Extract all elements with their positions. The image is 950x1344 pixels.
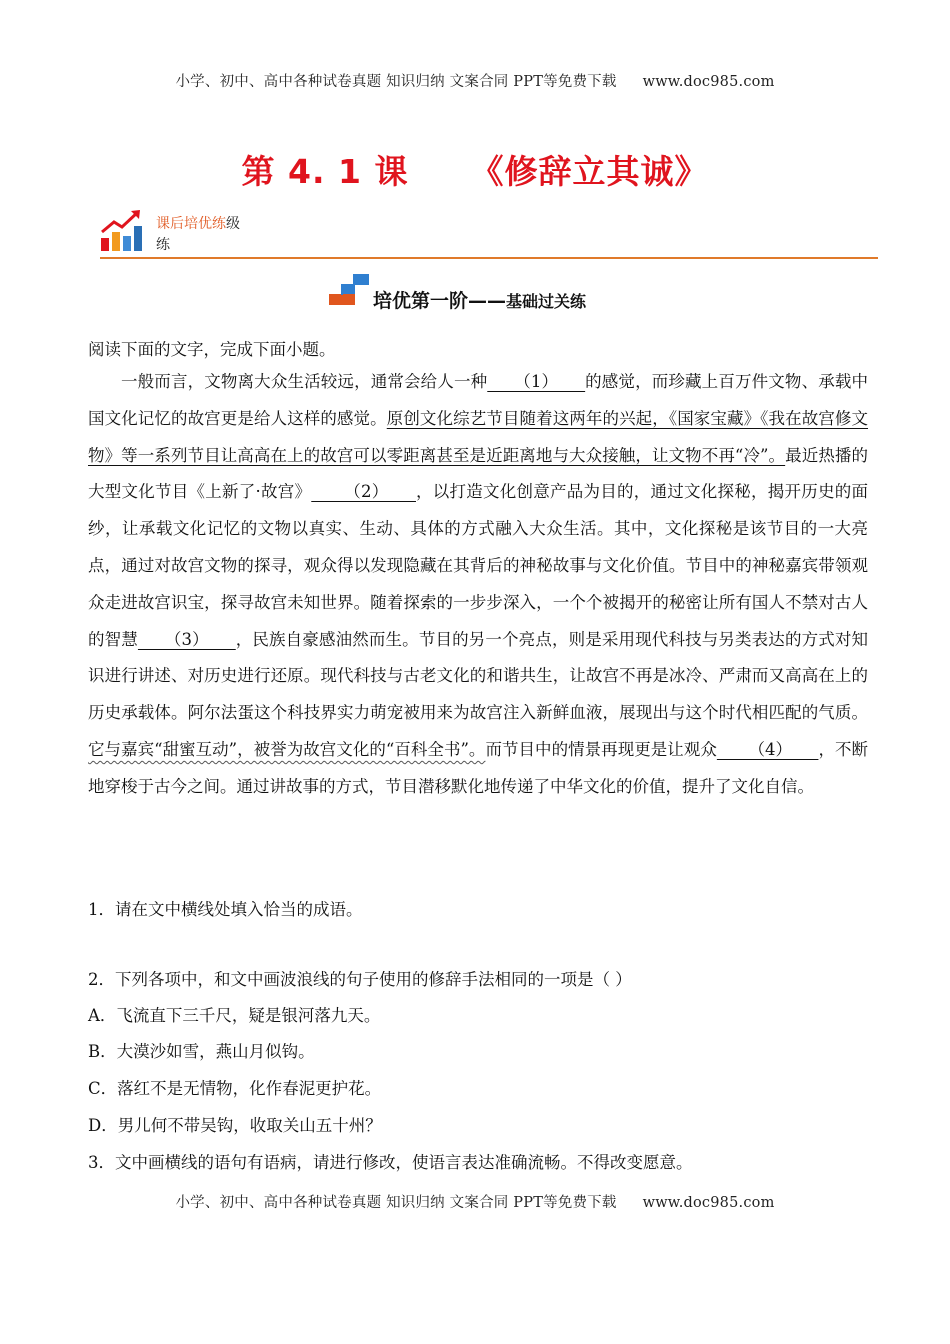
passage-text: 而节目中的情景再现更是让观众	[485, 739, 717, 759]
header-text: 小学、初中、高中各种试卷真题 知识归纳 文案合同 PPT等免费下载	[175, 74, 617, 90]
page-title	[0, 146, 950, 193]
lesson-name: 《修辞立其诚》	[470, 152, 709, 191]
section-title	[373, 286, 586, 313]
badge-label	[156, 214, 266, 256]
badge-dark-text-2: 练	[156, 237, 170, 253]
passage-text: ，以打造文化创意产品为目的，通过文化探秘，揭开历史的面纱，让承载文化记忆的文物以真实、生动、具体的方式融入大众生活。其中，文化探秘是该节目的一大亮点，通过对故宫文物的探寻，观众得以发现隐藏在其背后的神秘故事与文化价值。节目中的神秘嘉宾带领观众走进故宫识宝，探寻故宫未知世界。随着探索的一步步深入，一个个被揭开的秘密让所有国人不禁对古人的智慧	[88, 482, 869, 649]
blank-3: （3）	[137, 629, 236, 649]
growth-chart-icon	[100, 208, 144, 252]
blank-4: （4）	[716, 739, 819, 759]
option-c: C．落红不是无情物，化作春泥更护花。	[88, 1079, 382, 1098]
header-divider	[100, 257, 878, 259]
lesson-number: 第 4. 1 课	[241, 152, 409, 191]
passage-text: 一般而言，文物离大众生活较远，通常会给人一种	[121, 372, 488, 391]
section-title-sub: 基础过关练	[506, 292, 587, 311]
passage-text: 最近热播的大型文化节目《上新了·故宫》	[88, 445, 869, 502]
page-header	[0, 70, 950, 91]
question-3: 3．文中画横线的语句有语病，请进行修改，使语言表达准确流畅。不得改变愿意。	[88, 1153, 693, 1172]
question-2: 2．下列各项中，和文中画波浪线的句子使用的修辞手法相同的一项是（ ）	[88, 970, 632, 989]
badge-orange-text: 课后培优练	[156, 216, 226, 232]
reading-passage	[88, 364, 868, 806]
passage-text: 的感觉，而珍藏上百万件文物、承载中国文化记忆的故宫更是给人这样的感觉。	[88, 372, 869, 428]
steps-icon	[329, 274, 371, 306]
option-d: D．男儿何不带吴钩，收取关山五十州？	[88, 1116, 382, 1135]
section-title-main: 培优第一阶——	[373, 290, 507, 312]
blank-2: （2）	[311, 482, 416, 502]
footer-url[interactable]: www.doc985.com	[642, 1195, 775, 1211]
option-a: A．飞流直下三千尺，疑是银河落九天。	[88, 1006, 381, 1025]
underlined-sentence: 原创文化综艺节目随着这两年的兴起，《国家宝藏》《我在故宫修文物》等一系列节目让高高在上的故宫可以零距离甚至是近距离地与大众接触，让文物不再“冷”。	[88, 408, 869, 465]
footer-text: 小学、初中、高中各种试卷真题 知识归纳 文案合同 PPT等免费下载	[175, 1195, 617, 1211]
wavy-underlined-sentence: 它与嘉宾“甜蜜互动”，被誉为故宫文化的“百科全书”。	[88, 739, 486, 759]
page-footer	[0, 1191, 950, 1212]
passage-text: ，不断地穿梭于古今之间。通过讲故事的方式，节目潜移默化地传递了中华文化的价值，提升了文化自信。	[88, 739, 868, 796]
blank-1: （1）	[487, 372, 586, 391]
passage-text: ，民族自豪感油然而生。节目的另一个亮点，则是采用现代科技与另类表达的方式对知识进行讲述、对历史进行还原。现代科技与古老文化的和谐共生，让故宫不再是冰冷、严肃而又高高在上的历史承载体。阿尔法蛋这个科技界实力萌宠被用来为故宫注入新鲜血液，展现出与这个时代相匹配的气质。	[88, 629, 869, 723]
header-url[interactable]: www.doc985.com	[642, 74, 775, 90]
badge-dark-text-1: 级	[226, 216, 240, 232]
instruction: 阅读下面的文字，完成下面小题。	[88, 340, 336, 359]
option-b: B．大漠沙如雪，燕山月似钩。	[88, 1042, 315, 1061]
question-1: 1．请在文中横线处填入恰当的成语。	[88, 900, 363, 919]
